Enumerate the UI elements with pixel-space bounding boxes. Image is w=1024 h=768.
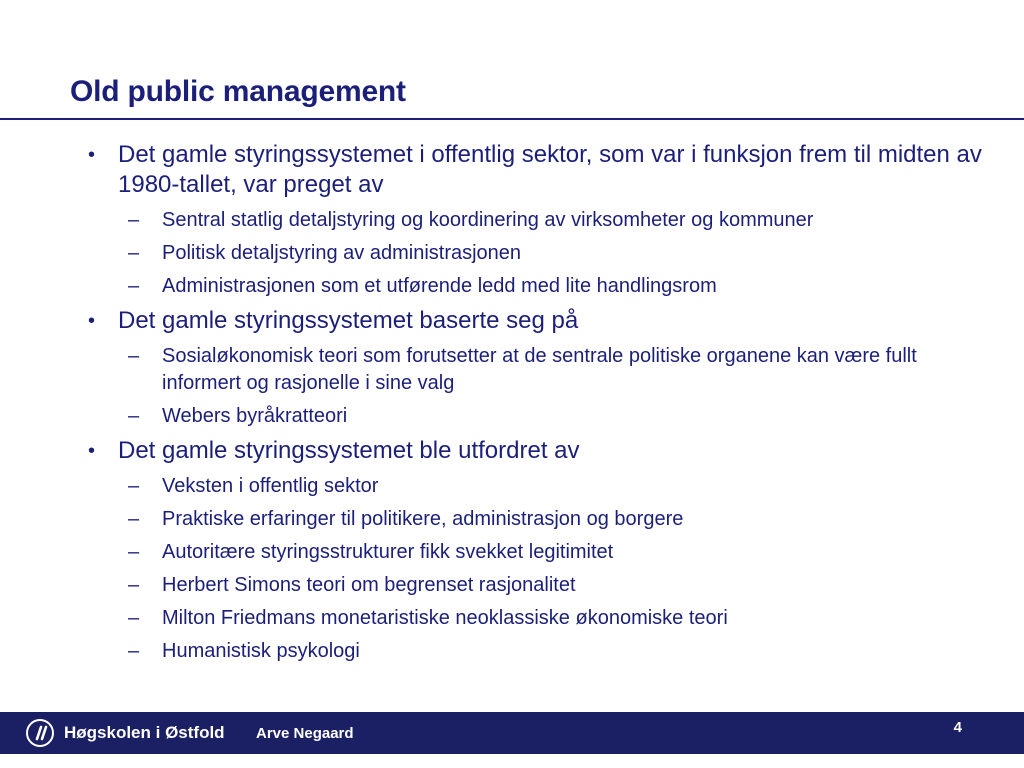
dash-marker: –	[128, 405, 140, 427]
bullet-item	[88, 436, 988, 466]
institution-name: Høgskolen i Østfold	[64, 723, 225, 742]
hiof-logo-icon	[26, 719, 54, 747]
page-number: 4	[953, 719, 962, 736]
bullet-item	[88, 140, 988, 200]
dash-marker: –	[128, 607, 140, 629]
sub-item-text: Administrasjonen som et utførende ledd med lite handlingsrom	[162, 275, 717, 297]
dash-marker: –	[128, 345, 140, 367]
sub-item	[88, 539, 988, 566]
sub-item-text: Milton Friedmans monetaristiske neoklassiske økonomiske teori	[162, 607, 728, 629]
sub-item	[88, 273, 988, 300]
dash-marker: –	[128, 508, 140, 530]
sub-item	[88, 506, 988, 533]
sub-item	[88, 473, 988, 500]
dash-marker: –	[128, 574, 140, 596]
sub-item	[88, 207, 988, 234]
dash-marker: –	[128, 475, 140, 497]
sub-item-text: Praktiske erfaringer til politikere, administrasjon og borgere	[162, 508, 684, 530]
sub-item-text: Herbert Simons teori om begrenset rasjonalitet	[162, 574, 576, 596]
sub-item-text: Humanistisk psykologi	[162, 640, 360, 662]
footer-bar	[0, 712, 1024, 754]
title-divider	[0, 118, 1024, 120]
bullet-text: Det gamle styringssystemet ble utfordret av	[118, 437, 580, 464]
sub-item	[88, 240, 988, 267]
slide-content	[88, 140, 988, 671]
bullet-item	[88, 306, 988, 336]
dash-marker: –	[128, 242, 140, 264]
author-name: Arve Negaard	[256, 725, 354, 742]
bullet-marker: •	[88, 144, 96, 166]
sub-item	[88, 638, 988, 665]
dash-marker: –	[128, 275, 140, 297]
dash-marker: –	[128, 640, 140, 662]
sub-item-text: Webers byråkratteori	[162, 405, 348, 427]
sub-item-text: Politisk detaljstyring av administrasjonen	[162, 242, 522, 264]
slide-title: Old public management	[70, 75, 406, 108]
dash-marker: –	[128, 209, 140, 231]
sub-item-text: Sentral statlig detaljstyring og koordinering av virksomheter og kommuner	[162, 209, 814, 231]
sub-item-text: Autoritære styringsstrukturer fikk svekket legitimitet	[162, 541, 614, 563]
sub-item-text: Sosialøkonomisk teori som forutsetter at de sentrale politiske organene kan være fullt informert og rasjonelle i sine valg	[162, 345, 917, 394]
bullet-marker: •	[88, 310, 96, 332]
bullet-text: Det gamle styringssystemet baserte seg på	[118, 307, 579, 334]
sub-item	[88, 605, 988, 632]
sub-item	[88, 343, 988, 397]
sub-item	[88, 572, 988, 599]
bullet-marker: •	[88, 440, 96, 462]
sub-item-text: Veksten i offentlig sektor	[162, 475, 379, 497]
dash-marker: –	[128, 541, 140, 563]
bullet-text: Det gamle styringssystemet i offentlig sektor, som var i funksjon frem til midten av 1980-tallet, var preget av	[118, 141, 982, 198]
sub-item	[88, 403, 988, 430]
